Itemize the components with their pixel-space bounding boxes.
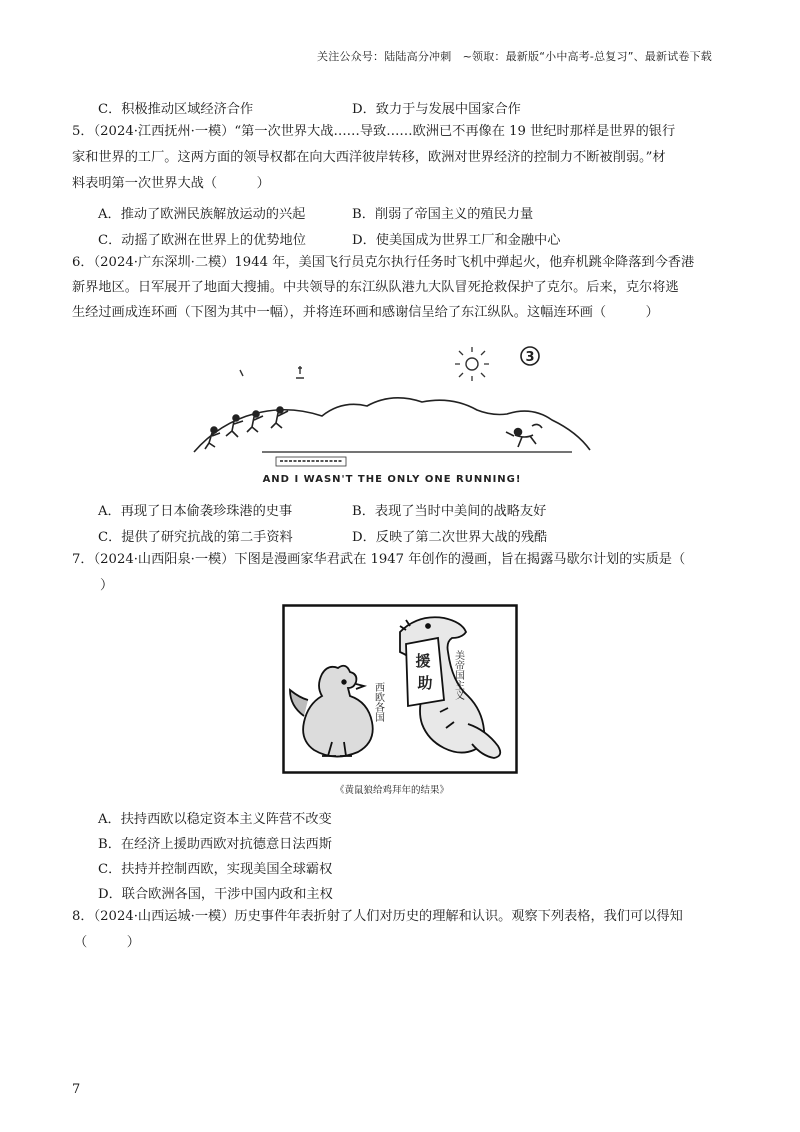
page-number: 7 xyxy=(72,1082,81,1097)
panel-number: 3 xyxy=(525,350,535,365)
q4-option-c: C．积极推动区域经济合作 xyxy=(98,102,254,117)
q6-stem-line1: 6．（2024·广东深圳·二模）1944 年，美国飞行员克尔执行任务时飞机中弹起火，他弃机跳伞降落到今香港 xyxy=(72,255,695,270)
running-pilot-drawing xyxy=(506,424,542,447)
aid-sign-char-2: 助 xyxy=(417,674,433,692)
q8-stem-line2: （ ） xyxy=(74,935,140,950)
rooster-label: 西欧各国 xyxy=(372,682,384,722)
q4-option-d: D．致力于与发展中国家合作 xyxy=(352,102,521,117)
q8-stem-line1: 8．（2024·山西运城·一模）历史事件年表折射了人们对历史的理解和认识。观察下列表格，我们可以得知 xyxy=(72,909,683,924)
aid-sign xyxy=(406,638,444,706)
sun-drawing xyxy=(455,347,489,381)
cartoon-caption: 《黄鼠狼给鸡拜年的结果》 xyxy=(335,785,450,796)
q7-option-a: A．扶持西欧以稳定资本主义阵营不改变 xyxy=(98,812,332,827)
q6-stem-line3: 生经过画成连环画（下图为其中一幅），并将连环画和感谢信呈给了东江纵队。这幅连环画（ ） xyxy=(72,305,659,320)
page-header: 关注公众号：陆陆高分冲刺 ~领取：最新版“小中高考-总复习”、最新试卷下载 xyxy=(317,50,712,63)
q6-stem-line2: 新界地区。日军展开了地面大搜捕。中共领导的东江纵队港九大队冒死抢救保护了克尔。后来，克尔将逃 xyxy=(72,280,679,295)
q5-stem-line1: 5．（2024·江西抚州·一模）“第一次世界大战……导致……欧洲已不再像在 19 世纪时那样是世界的银行 xyxy=(72,124,676,139)
q6-option-c: C．提供了研究抗战的第二手资料 xyxy=(98,530,293,545)
q7-option-b: B．在经济上援助西欧对抗德意日法西斯 xyxy=(98,837,332,852)
weasel-label: 美帝国主义 xyxy=(452,650,464,700)
q6-option-d: D．反映了第二次世界大战的残酷 xyxy=(352,530,548,545)
q6-option-a: A．再现了日本偷袭珍珠港的史事 xyxy=(98,504,293,519)
aid-sign-char-1: 援 xyxy=(415,652,431,670)
q5-option-d: D．使美国成为世界工厂和金融中心 xyxy=(352,233,561,248)
q5-stem-line2: 家和世界的工厂。这两方面的领导权都在向大西洋彼岸转移，欧洲对世界经济的控制力不断被削弱。”材 xyxy=(72,150,666,165)
q5-option-c: C．动摇了欧洲在世界上的优势地位 xyxy=(98,233,306,248)
comic-strip-image xyxy=(192,340,592,490)
running-soldiers-drawing xyxy=(205,407,288,449)
q5-stem-line3: 料表明第一次世界大战（ ） xyxy=(72,176,270,191)
q5-option-b: B．削弱了帝国主义的殖民力量 xyxy=(352,207,534,222)
q6-option-b: B．表现了当时中美间的战略友好 xyxy=(352,504,547,519)
cartoon-image xyxy=(282,604,518,774)
comic-caption: AND I WASN'T THE ONLY ONE RUNNING! xyxy=(262,474,522,485)
q7-stem-line2: ） xyxy=(100,578,114,593)
q5-option-a: A．推动了欧洲民族解放运动的兴起 xyxy=(98,207,306,222)
q7-option-c: C．扶持并控制西欧，实现美国全球霸权 xyxy=(98,862,333,877)
q7-stem-line1: 7．（2024·山西阳泉·一模）下图是漫画家华君武在 1947 年创作的漫画，旨在揭露马歇尔计划的实质是（ xyxy=(72,552,686,567)
q7-option-d: D．联合欧洲各国，干涉中国内政和主权 xyxy=(98,887,333,902)
